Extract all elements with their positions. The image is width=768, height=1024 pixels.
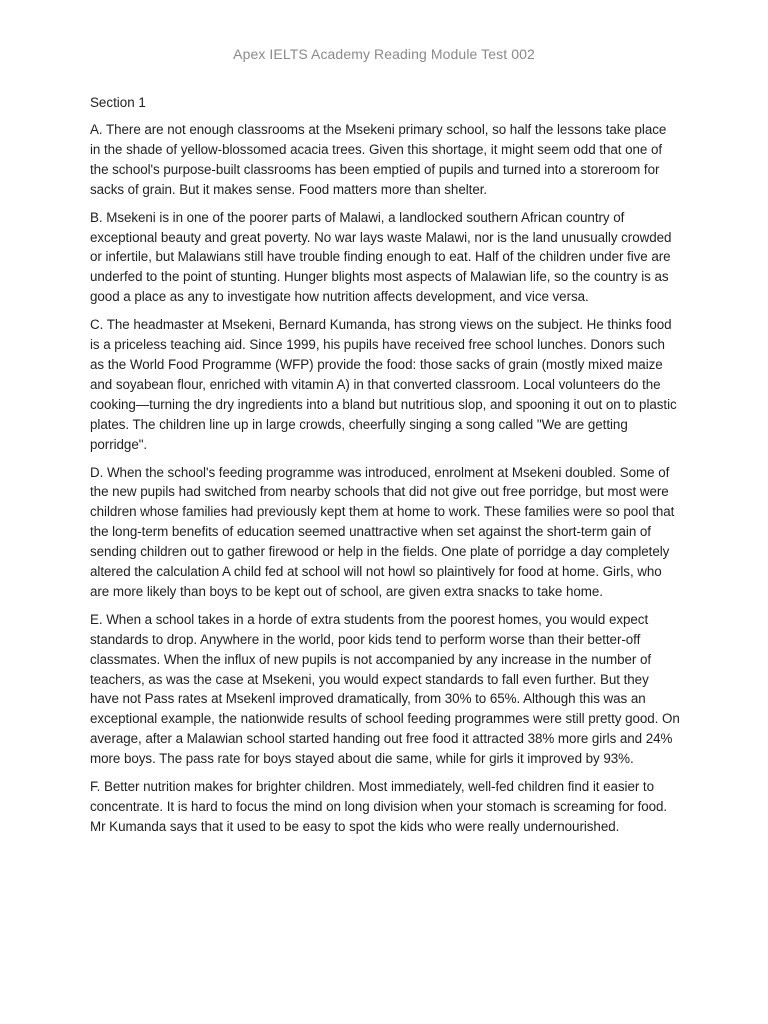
- paragraph-d: D. When the school's feeding programme was introduced, enrolment at Msekeni doubled. Some of the new pupils had switched from nearby schools that did not give out free porridge, but most were children whose families had previously kept them at home to work. These families were so pool that the long-term benefits of education seemed unattractive when set against the short-term gain of sending children out to gather firewood or help in the fields. One plate of porridge a day completely altered the calculation A child fed at school will not howl so plaintively for food at home. Girls, who are more likely than boys to be kept out of school, are given extra snacks to take home.: [90, 464, 675, 599]
- document-body: [90, 93, 680, 845]
- paragraph-b: B. Msekeni is in one of the poorer parts of Malawi, a landlocked southern African country of exceptional beauty and great poverty. No war lays waste Malawi, nor is the land unusually crowded or infertile, but Malawians still have trouble finding enough to eat. Half of the children under five are underfed to the point of stunting. Hunger blights most aspects of Malawian life, so the country is as good a place as any to investigate how nutrition affects development, and vice versa.: [90, 209, 672, 305]
- paragraph-a: A. There are not enough classrooms at the Msekeni primary school, so half the lessons take place in the shade of yellow-blossomed acacia trees. Given this shortage, it might seem odd that one of the school's purpose-built classrooms has been emptied of pupils and turned into a storeroom for sacks of grain. But it makes sense. Food matters more than shelter.: [90, 122, 667, 197]
- paragraph-c: C. The headmaster at Msekeni, Bernard Kumanda, has strong views on the subject. He thinks food is a priceless teaching aid. Since 1999, his pupils have received free school lunches. Donors such as the World Food Programme (WFP) provide the food: those sacks of grain (mostly mixed maize and soyabean flour, enriched with vitamin A) in that converted classroom. Local volunteers do the cooking—turning the dry ingredients into a bland but nutritious slop, and spooning it out on to plastic plates. The children line up in large crowds, cheerfully singing a song called "We are getting porridge".: [90, 317, 677, 452]
- page-header: Apex IELTS Academy Reading Module Test 002: [233, 46, 535, 62]
- section-title: Section 1: [90, 95, 146, 110]
- paragraph-e: E. When a school takes in a horde of extra students from the poorest homes, you would expect standards to drop. Anywhere in the world, poor kids tend to perform worse than their better-off classmates. When the influx of new pupils is not accompanied by any increase in the number of teachers, as was the case at Msekeni, you would expect standards to fall even further. But they have not Pass rates at Msekenl improved dramatically, from 30% to 65%. Although this was an exceptional example, the nationwide results of school feeding programmes were still pretty good. On average, after a Malawian school started handing out free food it attracted 38% more girls and 24% more boys. The pass rate for boys stayed about die same, while for girls it improved by 93%.: [90, 611, 680, 767]
- paragraph-f: F. Better nutrition makes for brighter children. Most immediately, well-fed children find it easier to concentrate. It is hard to focus the mind on long division when your stomach is screaming for food. Mr Kumanda says that it used to be easy to spot the kids who were really undernourished.: [90, 779, 668, 834]
